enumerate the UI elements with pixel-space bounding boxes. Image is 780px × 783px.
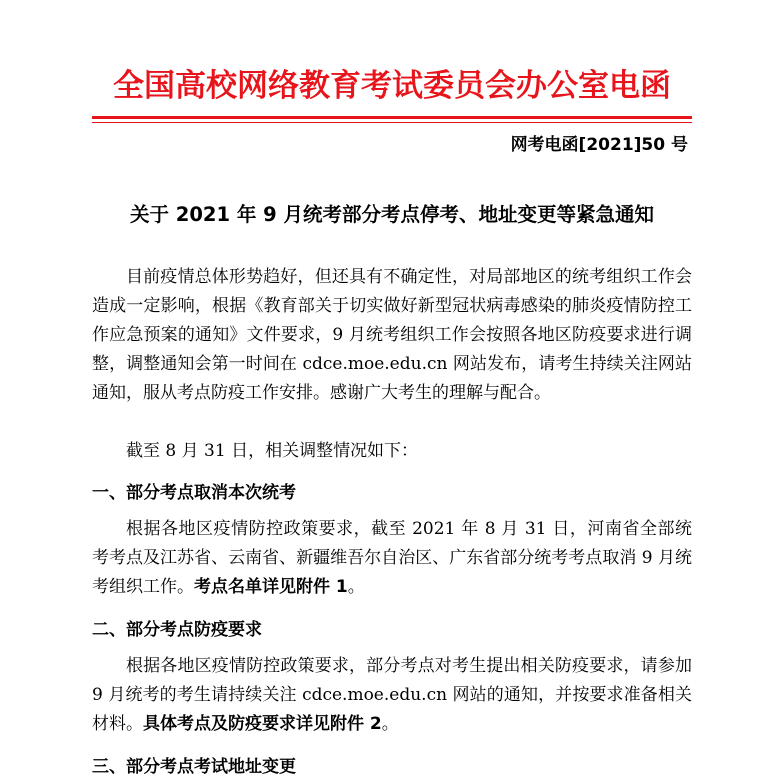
section-2-text: 根据各地区疫情防控政策要求，部分考点对考生提出相关防疫要求，请参加 9 月统考的考生请持续关注 cdce.moe.edu.cn 网站的通知，并按要求准备相关材料。 bbox=[92, 656, 692, 734]
section-3-heading: 三、部分考点考试地址变更 bbox=[92, 757, 296, 777]
masthead-rule-thin bbox=[92, 122, 692, 123]
section-2-attachment-ref: 具体考点及防疫要求详见附件 2 bbox=[143, 714, 382, 734]
intro-paragraph: 目前疫情总体形势趋好，但还具有不确定性，对局部地区的统考组织工作会造成一定影响，根据《教育部关于切实做好新型冠状病毒感染的肺炎疫情防控工作应急预案的通知》文件要求，9 月统考组织工作会按照各地区防疫要求进行调整，调整通知会第一时间在 cdce.moe.edu.cn 网站发布，请考生持续关注网站通知，服从考点防疫工作安排。感谢广大考生的理解与配合。 bbox=[92, 267, 692, 403]
masthead-title: 全国高校网络教育考试委员会办公室电函 bbox=[113, 68, 671, 104]
section-2-paragraph bbox=[92, 652, 692, 739]
document-number: 网考电函[2021]50 号 bbox=[510, 135, 688, 155]
section-2-end: 。 bbox=[381, 714, 399, 734]
section-1-attachment-ref: 考点名单详见附件 1 bbox=[194, 577, 348, 597]
section-1-paragraph bbox=[92, 515, 692, 602]
notice-title: 关于 2021 年 9 月统考部分考点停考、地址变更等紧急通知 bbox=[130, 203, 654, 226]
section-1-end: 。 bbox=[347, 577, 365, 597]
section-2-heading: 二、部分考点防疫要求 bbox=[92, 620, 262, 640]
section-1-heading: 一、部分考点取消本次统考 bbox=[92, 483, 296, 503]
section-1-text: 根据各地区疫情防控政策要求，截至 2021 年 8 月 31 日，河南省全部统考考点及江苏省、云南省、新疆维吾尔自治区、广东省部分统考考点取消 9 月统考组织工作。 bbox=[92, 519, 692, 597]
masthead-rule-thick bbox=[92, 116, 692, 119]
status-line: 截至 8 月 31 日，相关调整情况如下： bbox=[126, 441, 419, 461]
